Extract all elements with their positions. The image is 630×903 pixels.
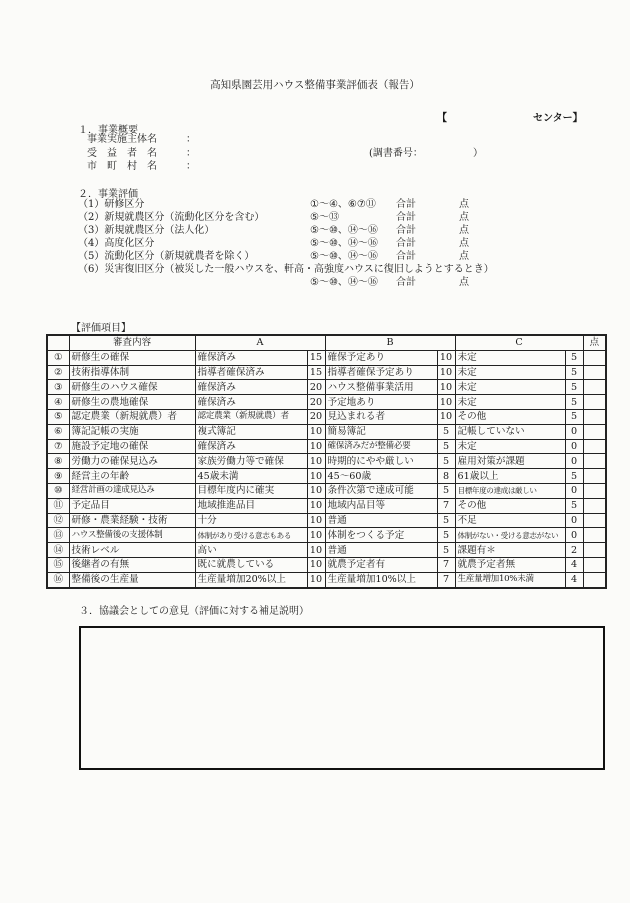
header-a: A bbox=[195, 335, 325, 350]
table-row: ② 技術指導体制 指導者確保済み 15 指導者確保予定あり 10 未定 5 bbox=[47, 365, 606, 380]
table-header-row bbox=[47, 335, 606, 350]
points-cell[interactable] bbox=[583, 409, 606, 424]
points-cell[interactable] bbox=[583, 454, 606, 469]
evaluation-table bbox=[46, 334, 607, 589]
table-row: ③ 研修生のハウス確保 確保済み 20 ハウス整備事業活用 10 未定 5 bbox=[47, 380, 606, 395]
table-row: ⑪ 予定品目 地域推進品目 10 地域内品目等 7 その他 5 bbox=[47, 498, 606, 513]
table-row: ⑫ 研修・農業経験・技術 十分 10 普通 5 不足 0 bbox=[47, 513, 606, 528]
points-cell[interactable] bbox=[583, 380, 606, 395]
points-cell[interactable] bbox=[583, 557, 606, 572]
table-row: ⑨ 経営主の年齢 45歳未満 10 45～60歳 8 61歳以上 5 bbox=[47, 469, 606, 484]
points-cell[interactable] bbox=[583, 513, 606, 528]
table-row: ⑮ 後継者の有無 既に就農している 10 就農予定者有 7 就農予定者無 4 bbox=[47, 557, 606, 572]
evaluation-table-caption: 【評価項目】 bbox=[71, 323, 131, 334]
header-points: 点 bbox=[583, 335, 606, 350]
document-title: 高知県園芸用ハウス整備事業評価表（報告） bbox=[210, 79, 420, 91]
table-row: ① 研修生の確保 確保済み 15 確保予定あり 10 未定 5 bbox=[47, 350, 606, 365]
field-label-municipality: 市 町 村 名 bbox=[87, 161, 157, 172]
points-cell[interactable] bbox=[583, 424, 606, 439]
table-row: ⑤ 認定農業（新規就農）者 認定農業（新規就農）者 20 見込まれる者 10 その他 5 bbox=[47, 409, 606, 424]
table-row: ⑥ 簿記記帳の実施 複式簿記 10 簡易簿記 5 記帳していない 0 bbox=[47, 424, 606, 439]
points-cell[interactable] bbox=[583, 439, 606, 454]
center-label bbox=[437, 109, 583, 124]
points-cell[interactable] bbox=[583, 528, 606, 543]
document-number-label: (調書番号： bbox=[369, 148, 423, 159]
table-row: ④ 研修生の農地確保 確保済み 20 予定地あり 10 未定 5 bbox=[47, 395, 606, 410]
points-cell[interactable] bbox=[583, 365, 606, 380]
table-row: ⑭ 技術レベル 高い 10 普通 5 課題有＊ 2 bbox=[47, 543, 606, 558]
table-row: ⑦ 施設予定地の確保 確保済み 10 確保済みだが整備必要 5 未定 0 bbox=[47, 439, 606, 454]
header-c: C bbox=[455, 335, 583, 350]
points-cell[interactable] bbox=[583, 350, 606, 365]
header-b: B bbox=[325, 335, 455, 350]
opinion-textbox[interactable] bbox=[79, 626, 605, 770]
points-cell[interactable] bbox=[583, 395, 606, 410]
points-cell[interactable] bbox=[583, 483, 606, 498]
section2-heading: ２．事業評価 bbox=[78, 189, 138, 200]
section1-heading: １．事業概要 bbox=[78, 125, 138, 136]
center-label-name: センター】 bbox=[533, 113, 583, 124]
points-cell[interactable] bbox=[583, 543, 606, 558]
table-row: ⑩ 経営計画の達成見込み 目標年度内に確実 10 条件次第で達成可能 5 目標年度の達成は厳しい 0 bbox=[47, 483, 606, 498]
field-label-implementer: 事業実施主体名 bbox=[87, 134, 157, 145]
center-label-open: 【 bbox=[437, 113, 447, 124]
table-row: ⑧ 労働力の確保見込み 家族労働力等で確保 10 時期的にやや厳しい 5 雇用対策が課題 0 bbox=[47, 454, 606, 469]
table-row: ⑬ ハウス整備後の支援体制 体制があり受ける意志もある 10 体制をつくる予定 5 体制がない・受ける意志がない 0 bbox=[47, 528, 606, 543]
section3-heading: ３．協議会としての意見（評価に対する補足説明） bbox=[79, 606, 309, 617]
points-cell[interactable] bbox=[583, 572, 606, 587]
field-label-beneficiary: 受 益 者 名 bbox=[87, 148, 157, 159]
table-row: ⑯ 整備後の生産量 生産量増加20%以上 10 生産量増加10%以上 7 生産量増加10%未満 4 bbox=[47, 572, 606, 587]
points-cell[interactable] bbox=[583, 498, 606, 513]
header-item: 審査内容 bbox=[69, 335, 195, 350]
points-cell[interactable] bbox=[583, 469, 606, 484]
